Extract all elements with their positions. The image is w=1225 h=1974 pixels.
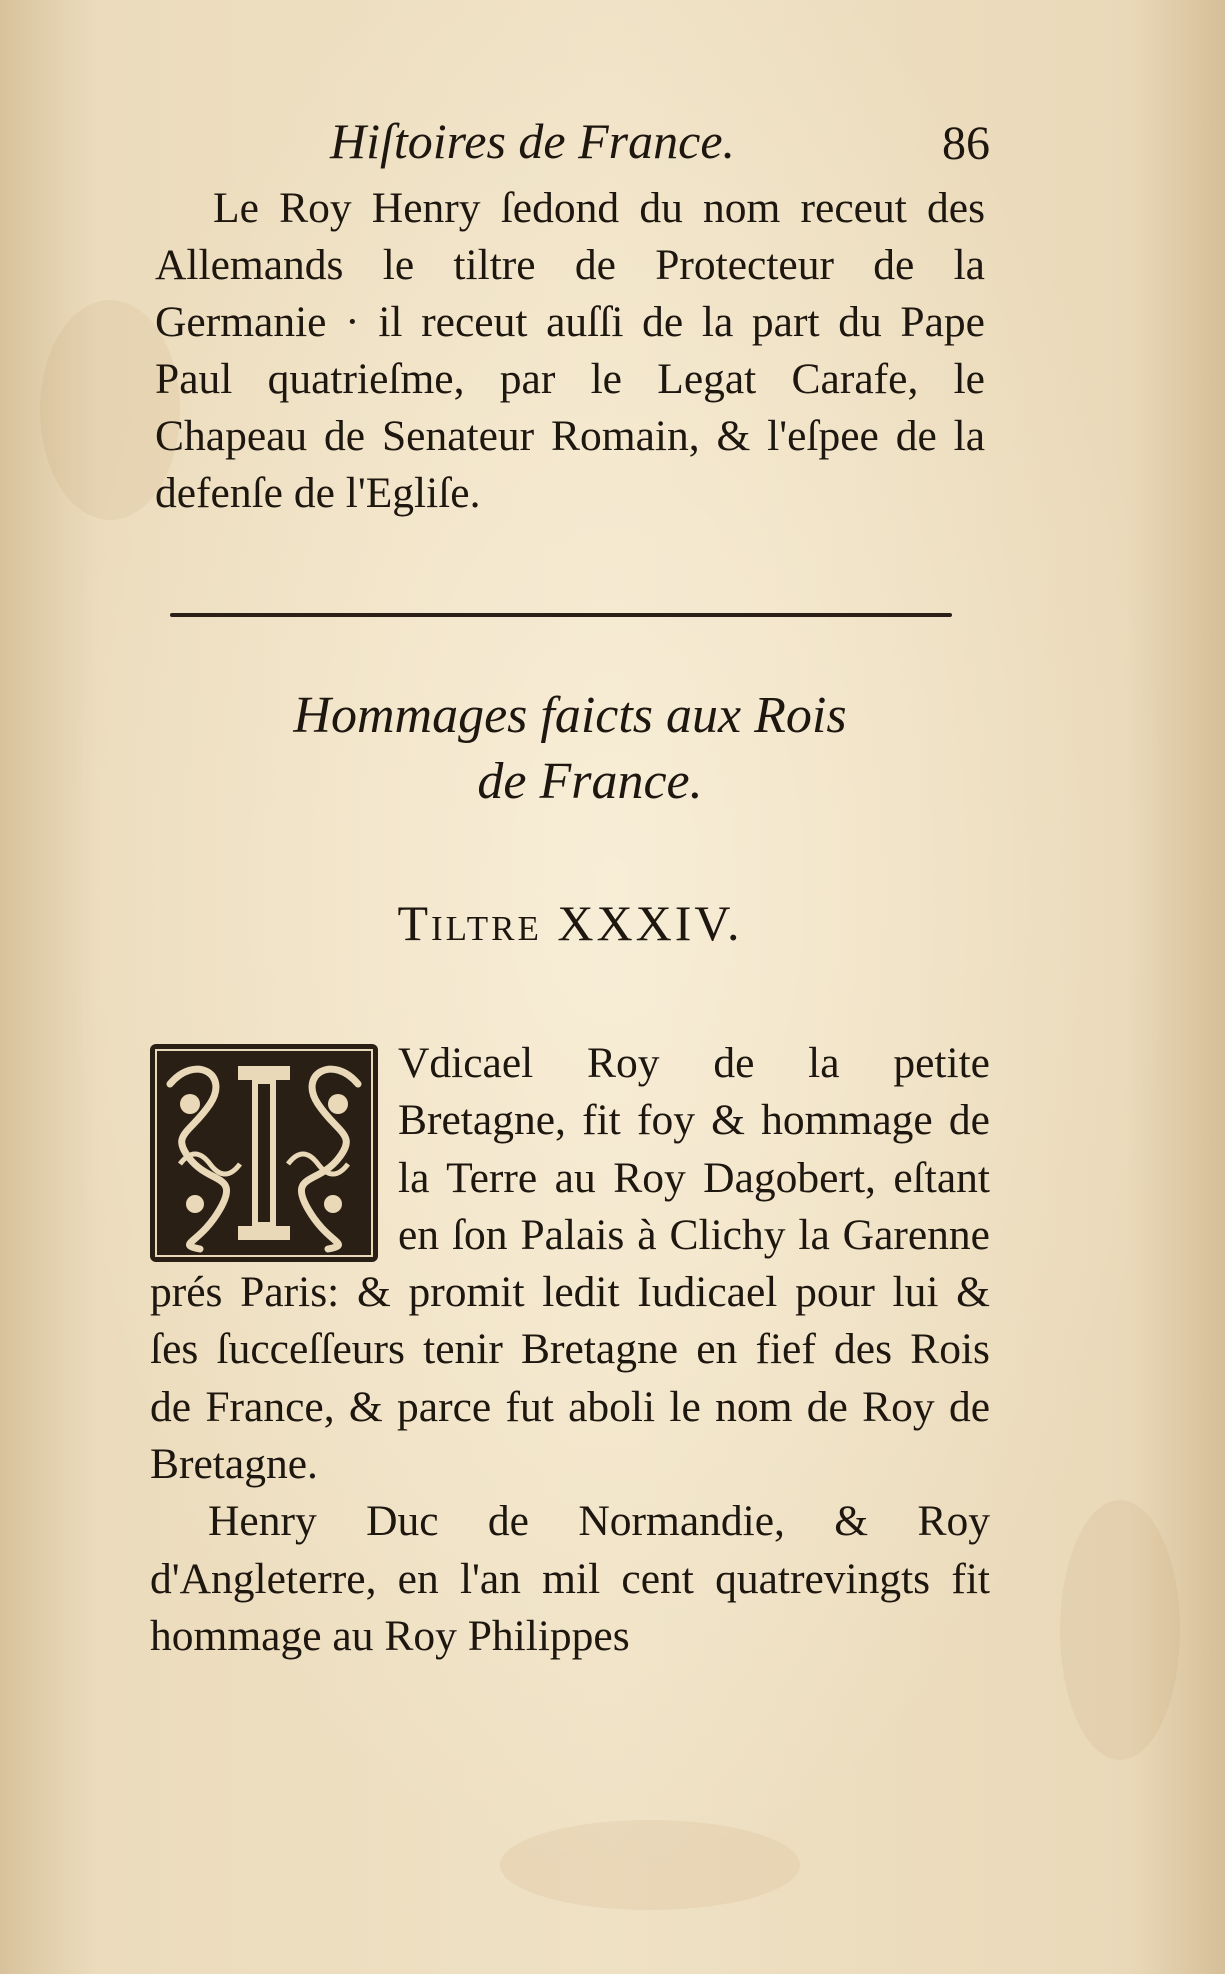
page-header — [330, 112, 990, 182]
paper-stain — [1060, 1500, 1180, 1760]
section-subtitle: Tiltre XXXIV. — [397, 895, 743, 951]
intro-text-block — [155, 180, 985, 522]
body-paragraph-1: Vdicael Roy de la petite Bretagne, fit foy & hommage de la Terre au Roy Dagobert, eſtant en ſon Palais à Clichy la Garenne prés Paris: & promit ledit Iudicael pour lui & ſes ſucceſſeurs tenir Bretagne en fief des Rois de France, & parce fut aboli le nom de Roy de Bretagne. — [150, 1039, 990, 1489]
paper-stain — [500, 1820, 800, 1910]
body-paragraph-2: Henry Duc de Normandie, & Roy d'Angleterre, en l'an mil cent quatrevingts fit hommage au Roy Philippes — [150, 1497, 990, 1660]
section-title — [155, 683, 985, 815]
intro-paragraph: Le Roy Henry ſedond du nom receut des Allemands le tiltre de Protecteur de la Germanie · il receut auſſi de la part du Pape Paul quatrieſme, par le Legat Carafe, le Chapeau de Senateur Romain, & l'eſpee de la defenſe de l'Egliſe. — [155, 184, 985, 517]
section-divider — [170, 613, 952, 617]
running-title: Hiſtoires de France. — [330, 113, 736, 169]
section-title-line-1: Hommages faicts aux Rois — [293, 687, 847, 744]
body-text-block — [150, 1035, 990, 1665]
section-title-line-2: de France. — [477, 753, 703, 810]
page-number: 86 — [942, 117, 990, 170]
